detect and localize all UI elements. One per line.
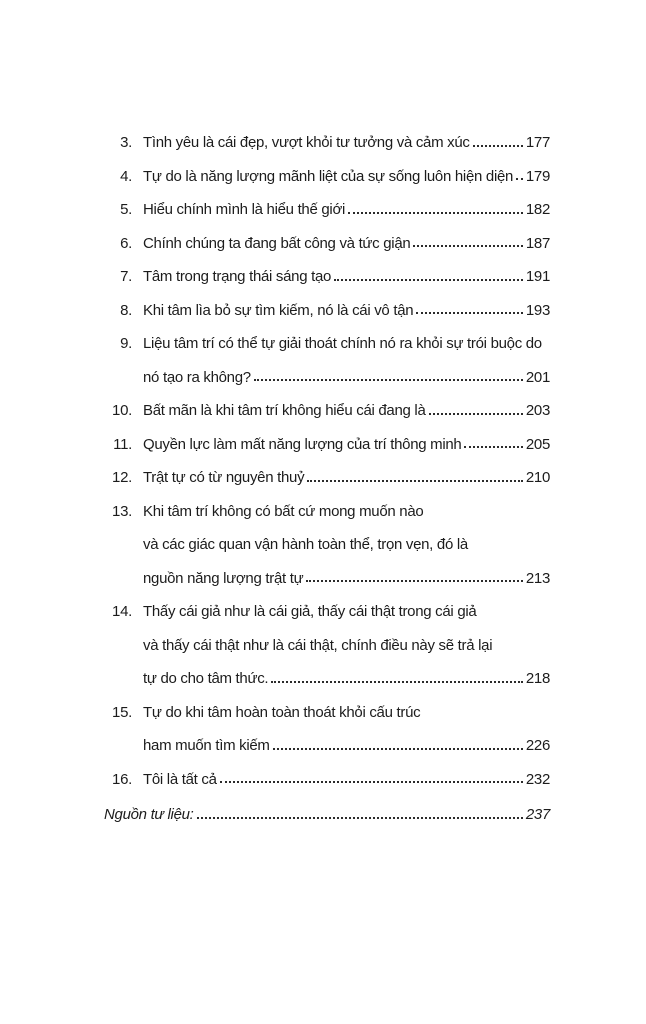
toc-page-number: 182 xyxy=(525,201,550,218)
toc-entry-number: 10. xyxy=(112,402,132,419)
toc-page-number: 177 xyxy=(525,134,550,151)
toc-entry-line xyxy=(104,629,550,663)
toc-dot-leader xyxy=(307,480,523,482)
toc-dot-leader xyxy=(416,312,523,314)
toc-page-number: 191 xyxy=(525,268,550,285)
toc-footer-label: Nguồn tư liệu: xyxy=(104,806,194,823)
toc-entry-line xyxy=(104,227,550,261)
toc-entry-title: Hiểu chính mình là hiểu thế giới xyxy=(143,201,346,218)
toc-page-number: 201 xyxy=(525,368,550,386)
toc-entry-line xyxy=(104,327,550,361)
toc-entry-line xyxy=(104,595,550,629)
toc-page-number: 179 xyxy=(525,167,550,185)
toc-entry-number: 11. xyxy=(113,435,132,453)
toc-entry-line xyxy=(104,763,550,797)
toc-entry-line xyxy=(104,696,550,730)
toc-entry-number: 8. xyxy=(120,301,132,319)
toc-entry-title: Tự do khi tâm hoàn toàn thoát khỏi cấu trúc xyxy=(143,703,421,721)
toc-entry-title: Thấy cái giả như là cái giả, thấy cái thật trong cái giả xyxy=(143,603,477,620)
toc-entry-title: và các giác quan vận hành toàn thể, trọn vẹn, đó là xyxy=(143,536,468,553)
toc-page-number: 210 xyxy=(525,469,550,486)
toc-dot-leader xyxy=(516,178,523,180)
toc-entry-title: Tình yêu là cái đẹp, vượt khỏi tư tưởng và cảm xúc xyxy=(143,134,470,151)
toc-entry-number: 4. xyxy=(120,167,132,185)
toc-entry-number: 15. xyxy=(112,703,132,721)
toc-page-number: 232 xyxy=(525,770,550,788)
toc-entry-title: Trật tự có từ nguyên thuỷ xyxy=(143,469,305,486)
toc-entry-line xyxy=(104,394,550,428)
toc-entry-number: 6. xyxy=(120,234,132,252)
toc-entry-number: 9. xyxy=(120,335,132,352)
toc-entry-line xyxy=(104,126,550,160)
toc-dot-leader xyxy=(413,245,522,247)
toc-entry-number: 3. xyxy=(120,134,132,151)
toc-entry-number: 16. xyxy=(112,770,132,788)
toc-dot-leader xyxy=(197,817,523,819)
toc-entry-title: Khi tâm lìa bỏ sự tìm kiếm, nó là cái vô tận xyxy=(143,301,414,319)
toc-dot-leader xyxy=(273,748,523,750)
toc-dot-leader xyxy=(429,413,523,415)
toc-entry-line xyxy=(104,729,550,763)
toc-dot-leader xyxy=(306,580,523,582)
toc-entry-number: 5. xyxy=(120,201,132,218)
toc-entry-number: 12. xyxy=(112,469,132,486)
toc-page-number: 187 xyxy=(525,234,550,252)
toc-entry-title: nó tạo ra không? xyxy=(143,368,251,386)
toc-entry-line xyxy=(104,461,550,495)
toc-entry-line xyxy=(104,495,550,529)
toc-page-number: 226 xyxy=(525,737,550,754)
toc-entry-number: 14. xyxy=(112,603,132,620)
toc-entry-line xyxy=(104,160,550,194)
toc-entry-title: Tự do là năng lượng mãnh liệt của sự sống luôn hiện diện xyxy=(143,167,514,185)
toc-entry-line xyxy=(104,294,550,328)
toc-entry-title: nguồn năng lượng trật tự xyxy=(143,569,304,587)
toc-entry-line xyxy=(104,528,550,562)
toc-entry-title: và thấy cái thật như là cái thật, chính điều này sẽ trả lại xyxy=(143,636,493,654)
toc-list xyxy=(104,126,550,796)
toc-entry-title: Quyền lực làm mất năng lượng của trí thông minh xyxy=(143,435,462,453)
toc-entry-line xyxy=(104,562,550,596)
toc-entry-number: 13. xyxy=(112,502,132,520)
toc-entry-title: Chính chúng ta đang bất công và tức giận xyxy=(143,234,411,252)
toc-dot-leader xyxy=(254,379,523,381)
toc-entry-line xyxy=(104,260,550,294)
toc-entry-title: Tâm trong trạng thái sáng tạo xyxy=(143,268,332,285)
toc-footer-line xyxy=(104,798,550,832)
toc-entry-title: Tôi là tất cả xyxy=(143,770,217,788)
toc-footer-page-number: 237 xyxy=(525,806,550,823)
toc-entry-line xyxy=(104,361,550,395)
toc-dot-leader xyxy=(220,781,523,783)
toc-dot-leader xyxy=(271,681,523,683)
toc-page-number: 213 xyxy=(525,569,550,587)
toc-dot-leader xyxy=(334,279,523,281)
toc-entry-line xyxy=(104,662,550,696)
toc-entry-title: Bất mãn là khi tâm trí không hiểu cái đang là xyxy=(143,402,426,419)
toc-entry-number: 7. xyxy=(120,268,132,285)
toc-page-number: 205 xyxy=(525,435,550,453)
toc-entry-title: Liệu tâm trí có thể tự giải thoát chính nó ra khỏi sự trói buộc do xyxy=(143,335,542,352)
toc-dot-leader xyxy=(473,145,523,147)
toc-dot-leader xyxy=(464,446,522,448)
toc-entry-line xyxy=(104,428,550,462)
toc-entry-title: ham muốn tìm kiếm xyxy=(143,737,270,754)
toc-page-number: 218 xyxy=(525,670,550,687)
toc-entry-line xyxy=(104,193,550,227)
toc-entry-title: Khi tâm trí không có bất cứ mong muốn nào xyxy=(143,502,424,520)
toc-page-number: 193 xyxy=(525,301,550,319)
toc-dot-leader xyxy=(348,212,523,214)
toc-entry-title: tự do cho tâm thức. xyxy=(143,670,269,687)
toc-page-number: 203 xyxy=(525,402,550,419)
